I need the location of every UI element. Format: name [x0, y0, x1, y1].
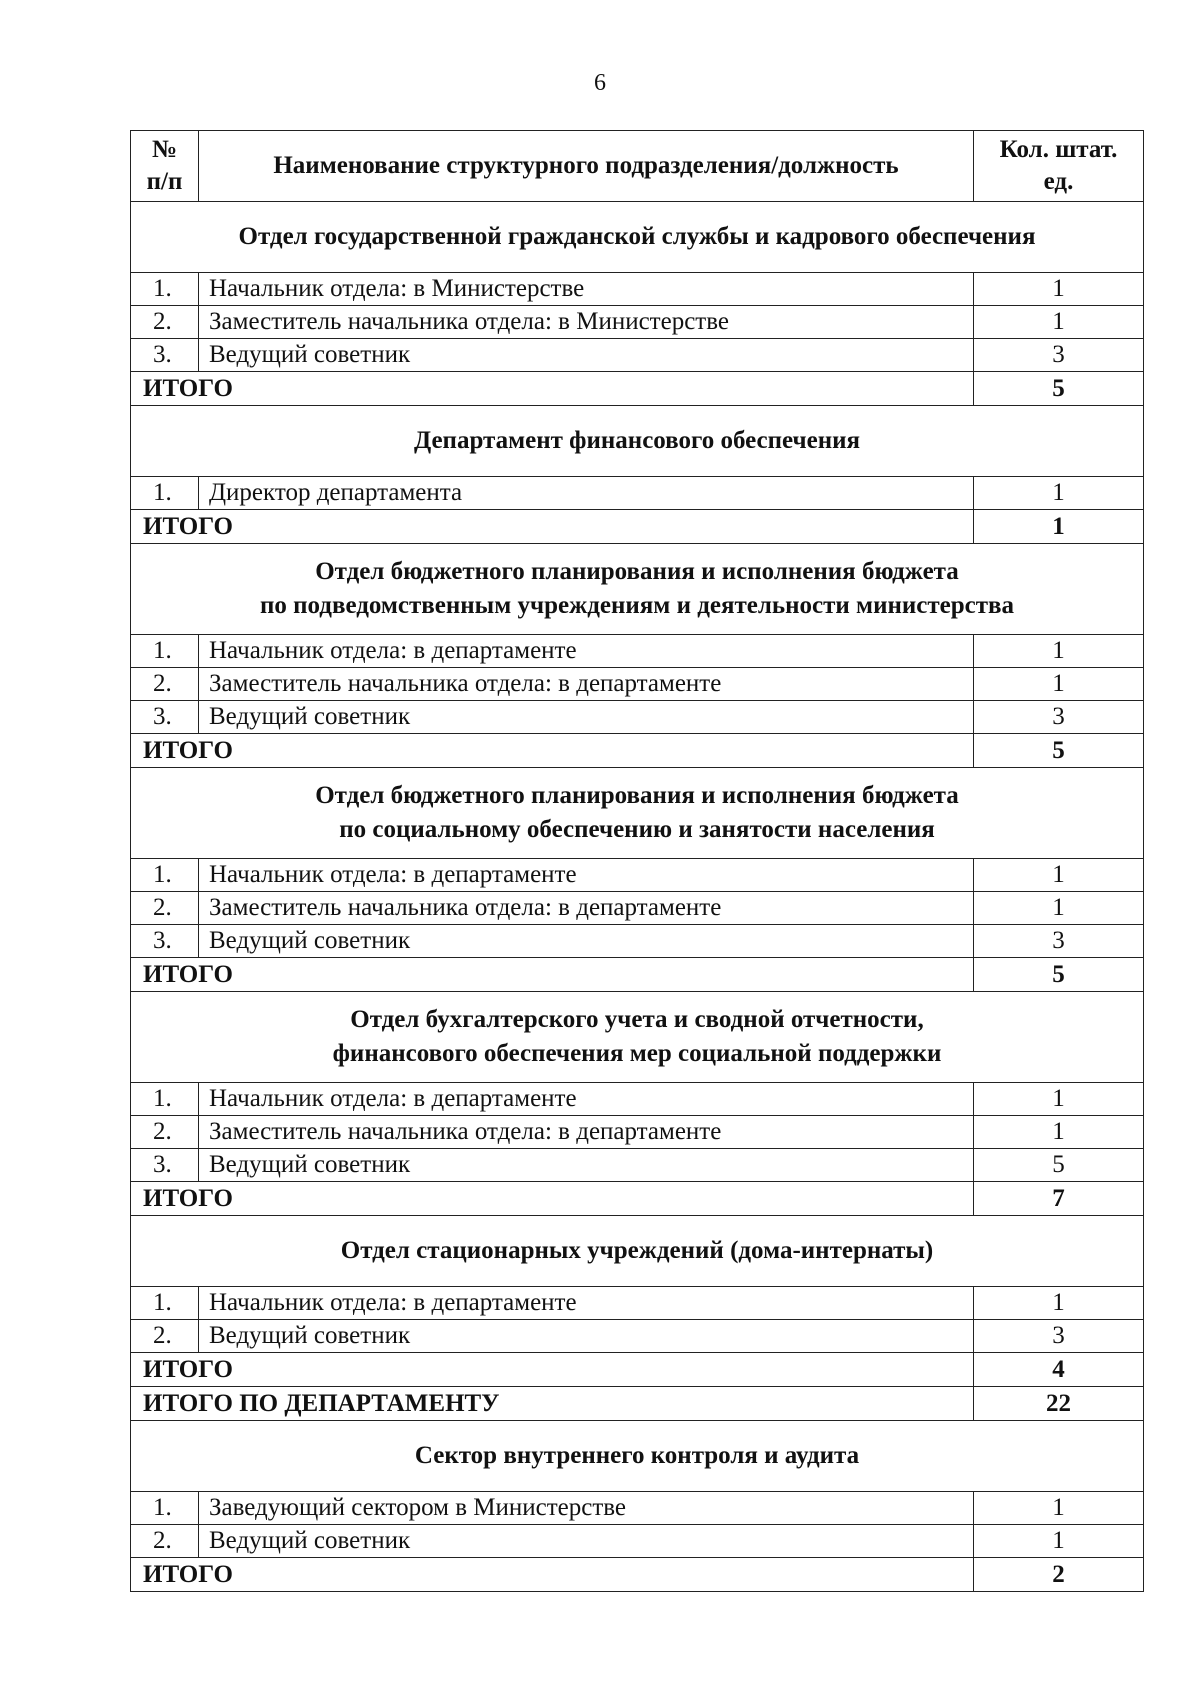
row-number: 2. [131, 306, 199, 339]
staff-count: 3 [974, 701, 1144, 734]
section-title-line: Департамент финансового обеспечения [413, 427, 861, 454]
total-value: 1 [974, 510, 1144, 544]
grand-total-value: 22 [974, 1387, 1144, 1421]
total-label: ИТОГО [131, 1558, 974, 1592]
header-count-line2: ед. [1043, 168, 1074, 195]
row-number: 1. [131, 859, 199, 892]
total-value: 4 [974, 1353, 1144, 1387]
staff-count: 1 [974, 1525, 1144, 1558]
position-name: Директор департамента [199, 477, 974, 510]
table-row [131, 701, 1144, 734]
position-name: Ведущий советник [199, 1525, 974, 1558]
staff-count: 1 [974, 477, 1144, 510]
total-row [131, 1182, 1144, 1216]
staff-table [130, 130, 1144, 1592]
total-value: 5 [974, 734, 1144, 768]
row-number: 1. [131, 477, 199, 510]
staff-count: 1 [974, 1287, 1144, 1320]
section-title-line: по социальному обеспечению и занятости населения [339, 816, 935, 843]
total-label: ИТОГО [131, 510, 974, 544]
staff-count: 1 [974, 1116, 1144, 1149]
position-name: Ведущий советник [199, 1149, 974, 1182]
section-title-row [131, 1421, 1144, 1492]
table-row [131, 477, 1144, 510]
section-title [131, 1421, 1144, 1492]
row-number: 1. [131, 273, 199, 306]
position-name: Заместитель начальника отдела: в департаменте [199, 892, 974, 925]
row-number: 1. [131, 1083, 199, 1116]
table-row [131, 892, 1144, 925]
header-count-cell [974, 131, 1144, 202]
row-number: 1. [131, 635, 199, 668]
section-title-row [131, 1216, 1144, 1287]
table-row [131, 1287, 1144, 1320]
row-number: 1. [131, 1492, 199, 1525]
staff-count: 5 [974, 1149, 1144, 1182]
row-number: 2. [131, 668, 199, 701]
staff-count: 1 [974, 859, 1144, 892]
staff-count: 1 [974, 892, 1144, 925]
staff-count: 3 [974, 925, 1144, 958]
total-value: 5 [974, 372, 1144, 406]
section-title [131, 992, 1144, 1083]
total-label: ИТОГО [131, 1353, 974, 1387]
staff-count: 1 [974, 273, 1144, 306]
total-row [131, 958, 1144, 992]
table-row [131, 339, 1144, 372]
table-row [131, 925, 1144, 958]
table-row [131, 668, 1144, 701]
row-number: 2. [131, 1525, 199, 1558]
staff-table-body [131, 131, 1144, 1592]
header-num-line2: п/п [146, 168, 183, 195]
section-title [131, 544, 1144, 635]
row-number: 3. [131, 1149, 199, 1182]
table-row [131, 306, 1144, 339]
header-count-line1: Кол. штат. [999, 136, 1118, 163]
position-name: Заместитель начальника отдела: в департаменте [199, 1116, 974, 1149]
staff-count: 3 [974, 339, 1144, 372]
section-title-line: Отдел бюджетного планирования и исполнения бюджета [315, 558, 959, 585]
row-number: 3. [131, 701, 199, 734]
total-row [131, 1353, 1144, 1387]
section-title-line: Отдел бюджетного планирования и исполнения бюджета [315, 782, 959, 809]
page-number: 6 [594, 70, 606, 96]
table-row [131, 1492, 1144, 1525]
staff-count: 1 [974, 306, 1144, 339]
total-row [131, 372, 1144, 406]
total-label: ИТОГО [131, 958, 974, 992]
total-value: 2 [974, 1558, 1144, 1592]
staff-count: 3 [974, 1320, 1144, 1353]
row-number: 3. [131, 925, 199, 958]
section-title-line: Отдел бухгалтерского учета и сводной отчетности, [350, 1006, 924, 1033]
position-name: Ведущий советник [199, 1320, 974, 1353]
staff-count: 1 [974, 1083, 1144, 1116]
section-title-line: Отдел государственной гражданской службы и кадрового обеспечения [238, 223, 1036, 250]
table-row [131, 1116, 1144, 1149]
table-row [131, 859, 1144, 892]
section-title-row [131, 544, 1144, 635]
section-title [131, 202, 1144, 273]
position-name: Ведущий советник [199, 339, 974, 372]
position-name: Начальник отдела: в департаменте [199, 1083, 974, 1116]
position-name: Ведущий советник [199, 701, 974, 734]
table-row [131, 1320, 1144, 1353]
section-title [131, 1216, 1144, 1287]
total-row [131, 1558, 1144, 1592]
staff-count: 1 [974, 635, 1144, 668]
total-value: 7 [974, 1182, 1144, 1216]
position-name: Ведущий советник [199, 925, 974, 958]
table-row [131, 1083, 1144, 1116]
grand-total-row [131, 1387, 1144, 1421]
position-name: Начальник отдела: в департаменте [199, 1287, 974, 1320]
table-row [131, 635, 1144, 668]
section-title [131, 768, 1144, 859]
position-name: Начальник отдела: в Министерстве [199, 273, 974, 306]
staff-count: 1 [974, 668, 1144, 701]
total-value: 5 [974, 958, 1144, 992]
section-title-line: по подведомственным учреждениям и деятельности министерства [259, 592, 1015, 619]
row-number: 3. [131, 339, 199, 372]
section-title-row [131, 768, 1144, 859]
row-number: 1. [131, 1287, 199, 1320]
header-num-line1: № [151, 136, 178, 163]
total-label: ИТОГО [131, 1182, 974, 1216]
grand-total-label: ИТОГО ПО ДЕПАРТАМЕНТУ [131, 1387, 974, 1421]
header-num-cell [131, 131, 199, 202]
section-title-line: Отдел стационарных учреждений (дома-интернаты) [340, 1237, 934, 1264]
total-label: ИТОГО [131, 372, 974, 406]
header-name-cell: Наименование структурного подразделения/должность [199, 131, 974, 202]
row-number: 2. [131, 1320, 199, 1353]
position-name: Начальник отдела: в департаменте [199, 635, 974, 668]
table-row [131, 1525, 1144, 1558]
section-title-line: финансового обеспечения мер социальной поддержки [332, 1040, 942, 1067]
staff-count: 1 [974, 1492, 1144, 1525]
position-name: Заместитель начальника отдела: в департаменте [199, 668, 974, 701]
row-number: 2. [131, 892, 199, 925]
header-row [131, 131, 1144, 202]
section-title-row [131, 202, 1144, 273]
section-title-row [131, 406, 1144, 477]
total-row [131, 510, 1144, 544]
row-number: 2. [131, 1116, 199, 1149]
position-name: Заместитель начальника отдела: в Министерстве [199, 306, 974, 339]
section-title [131, 406, 1144, 477]
section-title-line: Сектор внутреннего контроля и аудита [414, 1442, 860, 1469]
position-name: Заведующий сектором в Министерстве [199, 1492, 974, 1525]
section-title-row [131, 992, 1144, 1083]
total-row [131, 734, 1144, 768]
total-label: ИТОГО [131, 734, 974, 768]
position-name: Начальник отдела: в департаменте [199, 859, 974, 892]
table-row [131, 1149, 1144, 1182]
table-row [131, 273, 1144, 306]
